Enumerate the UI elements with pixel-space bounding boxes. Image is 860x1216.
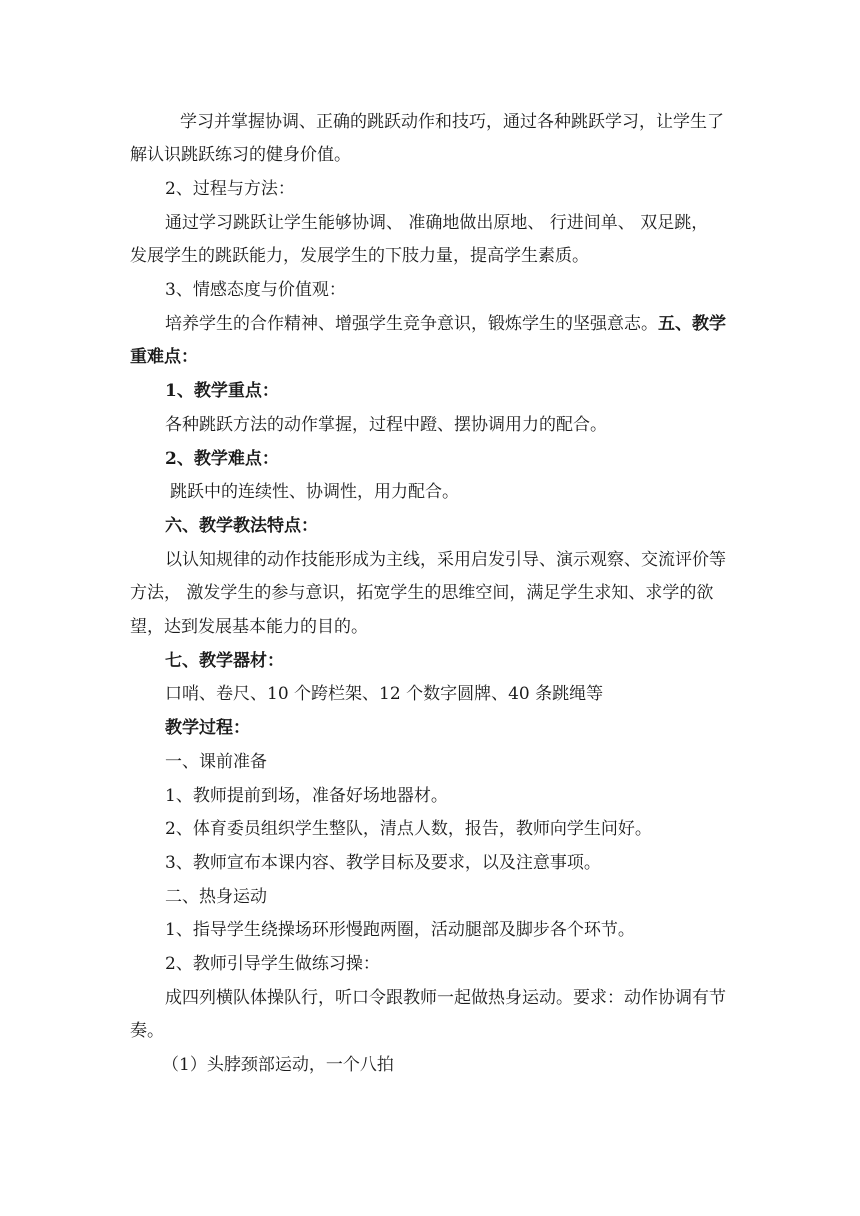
subheading: 2、过程与方法： (165, 179, 295, 199)
section-heading: 七、教学器材： (165, 651, 284, 671)
subheading: 一、课前准备 (165, 752, 267, 772)
subheading: 1、教学重点： (165, 381, 279, 401)
list-item: 2、教师引导学生做练习操： (165, 954, 380, 974)
paragraph-line: 口哨、卷尺、10 个跨栏架、12 个数字圆牌、40 条跳绳等 (165, 684, 604, 704)
paragraph-line: 成四列横队体操队行，听口令跟教师一起做热身运动。要求：动作协调有节 (165, 988, 726, 1008)
paragraph-line: 跳跃中的连续性、协调性，用力配合。 (170, 482, 459, 502)
list-item: 1、教师提前到场，准备好场地器材。 (165, 786, 448, 806)
paragraph-line: 通过学习跳跃让学生能够协调、 准确地做出原地、 行进间单、 双足跳， (165, 213, 709, 233)
paragraph-text: 培养学生的合作精神、增强学生竞争意识，锻炼学生的坚强意志。 (165, 314, 658, 334)
section-heading: 重难点： (130, 347, 198, 367)
paragraph-line: 发展学生的跳跃能力，发展学生的下肢力量，提高学生素质。 (130, 246, 589, 266)
paragraph-line: 方法， 激发学生的参与意识，拓宽学生的思维空间，满足学生求知、求学的欲 (130, 583, 714, 603)
list-item: 2、体育委员组织学生整队，清点人数，报告，教师向学生问好。 (165, 819, 652, 839)
paragraph-line: 以认知规律的动作技能形成为主线，采用启发引导、演示观察、交流评价等 (165, 550, 726, 570)
paragraph-line (0, 312, 860, 336)
paragraph-line: 解认识跳跃练习的健身价值。 (130, 145, 351, 165)
paragraph-line: 望，达到发展基本能力的目的。 (130, 617, 368, 637)
paragraph-line: 各种跳跃方法的动作掌握，过程中蹬、摆协调用力的配合。 (165, 415, 607, 435)
section-heading: 六、教学教法特点： (165, 516, 318, 536)
list-item: （1）头脖颈部运动，一个八拍 (162, 1055, 394, 1075)
subheading: 3、情感态度与价值观： (165, 280, 346, 300)
subheading: 2、教学难点： (165, 449, 279, 469)
section-heading: 教学过程： (165, 718, 250, 738)
paragraph-line: 学习并掌握协调、正确的跳跃动作和技巧，通过各种跳跃学习，让学生了 (180, 112, 724, 132)
paragraph-line: 奏。 (130, 1021, 164, 1041)
subheading: 二、热身运动 (165, 887, 267, 907)
section-heading: 五、教学 (658, 314, 726, 334)
list-item: 1、指导学生绕操场环形慢跑两圈，活动腿部及脚步各个环节。 (165, 920, 635, 940)
list-item: 3、教师宣布本课内容、教学目标及要求，以及注意事项。 (165, 853, 601, 873)
